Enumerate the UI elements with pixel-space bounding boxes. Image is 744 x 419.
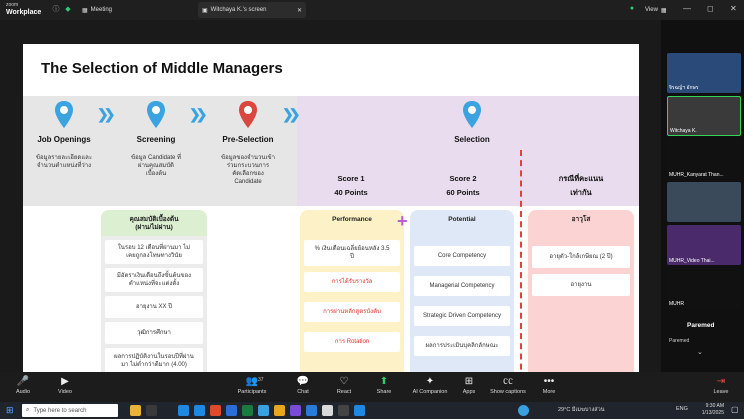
chat-label: Chat (297, 389, 309, 395)
qual-item: อายุงาน XX ปี (105, 296, 203, 318)
teams-icon[interactable] (290, 405, 301, 416)
chat-icon: 💬 (296, 376, 310, 387)
stage-job-openings-desc: ข้อมูลรายละเอียดและ จำนวนตำแหน่งที่ว่าง (35, 155, 93, 169)
video-label: Video (58, 389, 72, 395)
location-pin-icon (54, 100, 74, 130)
tie-item: อายุงาน (532, 274, 630, 296)
heart-icon: ♡ (339, 376, 349, 387)
react-label: React (336, 389, 352, 395)
chevron-right-icon: ❯❯ (97, 106, 111, 122)
chevron-right-icon: ❯❯ (282, 106, 296, 122)
chevron-down-icon[interactable]: ⌄ (697, 349, 703, 356)
score1-label: Score 1 40 Points (334, 174, 368, 197)
captions-icon: ㏄ (503, 376, 513, 387)
app-icon[interactable] (338, 405, 349, 416)
apps-button[interactable] (452, 375, 486, 395)
weather-text: 29°C มีเมฆบางส่วน (558, 407, 605, 413)
perf-item: การได้รับรางวัล (304, 272, 400, 292)
pot-item: Strategic Driven Competency (414, 306, 510, 326)
participant-tile[interactable] (667, 53, 741, 93)
tie-header: อาวุโส (571, 216, 591, 223)
participant-tile[interactable] (667, 182, 741, 222)
stage-screening: Screening (136, 135, 176, 144)
chat-button[interactable] (285, 375, 321, 395)
qual-item: วุฒิการศึกษา (105, 322, 203, 344)
taskbar-search[interactable] (22, 404, 118, 417)
participants-label: Participants (237, 389, 267, 395)
presentation-slide (23, 44, 639, 390)
stage-job-openings: Job Openings (37, 135, 91, 144)
qualification-header: คุณสมบัติเบื้องต้น (ผ่าน/ไม่ผ่าน) (101, 210, 207, 236)
score2-label: Score 2 60 Points (446, 174, 480, 197)
close-window-icon[interactable]: ✕ (730, 4, 737, 13)
plus-icon: + (397, 211, 408, 231)
participant-tile[interactable] (667, 225, 741, 265)
perf-item: % เงินเดือนเฉลี่ยย้อนหลัง 3.5 ปี (304, 240, 400, 266)
audio-label: Audio (15, 389, 31, 395)
share-label: Share (376, 389, 392, 395)
windows-taskbar (0, 402, 744, 419)
tab-meeting[interactable] (82, 2, 112, 18)
slide-title: The Selection of Middle Managers (41, 60, 283, 77)
qual-item: มีอัตราเงินเดือนถึงขั้นต้นของ ตำแหน่งที่จะแต่งตั้ง (105, 268, 203, 292)
qual-item: ในรอบ 12 เดือนที่ผ่านมา ไม่ เคยถูกลงโทษทางวินัย (105, 240, 203, 264)
microphone-icon: 🎤 (16, 376, 30, 387)
zoom-logo (6, 2, 41, 16)
task-view-icon[interactable] (146, 405, 157, 416)
performance-header: Performance (332, 216, 372, 223)
pot-item: ผลการประเมินบุคลิกลักษณะ (414, 336, 510, 356)
word-icon[interactable] (226, 405, 237, 416)
participant-name: MUHR (669, 301, 684, 307)
leave-icon: ⇥ (716, 376, 726, 387)
video-button[interactable] (48, 375, 82, 395)
apps-icon: ⊞ (464, 376, 474, 387)
logo-line2: Workplace (6, 9, 42, 16)
app-icon[interactable] (354, 405, 365, 416)
tie-break-panel (528, 210, 634, 388)
participant-tile[interactable] (667, 139, 741, 179)
participant-name: จิรฉญ์ฯ อักษร (669, 85, 699, 91)
zoom-title-bar (0, 0, 744, 20)
view-button[interactable] (645, 2, 667, 18)
location-pin-icon (146, 100, 166, 130)
stage-pre-selection: Pre-Selection (222, 135, 274, 144)
share-button[interactable] (366, 375, 402, 395)
participant-tile-speaking[interactable] (667, 96, 741, 136)
audio-button[interactable] (6, 375, 40, 395)
close-tab-icon[interactable]: ✕ (296, 7, 302, 14)
info-icon[interactable]: ⓘ (52, 6, 60, 13)
location-pin-icon (462, 100, 482, 130)
powerpoint-icon[interactable] (210, 405, 221, 416)
app-icon[interactable] (194, 405, 205, 416)
chrome-icon[interactable] (274, 405, 285, 416)
tab-meeting-label: Meeting (90, 7, 113, 13)
perf-item: การผ่านหลักสูตรบังคับ (304, 302, 400, 322)
clock[interactable] (698, 403, 724, 417)
grid-icon: ▦ (82, 7, 88, 14)
performance-panel (300, 210, 404, 388)
notification-icon[interactable]: ▢ (731, 405, 739, 414)
shield-icon[interactable]: ◆ (65, 6, 71, 13)
location-pin-icon (238, 100, 258, 130)
paremed-sub: Paremed (669, 338, 690, 344)
file-explorer-icon[interactable] (130, 405, 141, 416)
paremed-label: Paremed (687, 322, 715, 329)
captions-label: Show captions (490, 389, 526, 395)
edge-icon[interactable] (178, 405, 189, 416)
people-icon: 👥 (245, 376, 259, 387)
excel-icon[interactable] (242, 405, 253, 416)
view-label: View (645, 7, 658, 13)
tab-screen[interactable] (198, 2, 306, 18)
outlook-icon[interactable] (306, 405, 317, 416)
logo-line1: zoom (6, 2, 19, 8)
qualification-panel (101, 210, 207, 388)
tie-item: อายุตัว-ใกล้เกษียณ (2 ปี) (532, 246, 630, 268)
participant-name: Witchaya K. (670, 128, 697, 134)
maximize-icon[interactable]: ◻ (707, 4, 714, 13)
meeting-toolbar (0, 372, 744, 402)
participant-tile[interactable] (667, 268, 741, 308)
tie-case-label: กรณีที่คะแนน เท่ากัน (558, 174, 604, 197)
share-arrow-icon: ⬆ (379, 376, 389, 387)
ai-companion-button[interactable] (408, 375, 452, 395)
participants-count: 37 (258, 377, 264, 383)
minimize-icon[interactable]: — (683, 4, 691, 13)
more-label: More (542, 389, 556, 395)
view-grid-icon: ▦ (660, 7, 667, 14)
divider-dashed-line (520, 150, 522, 390)
clock-date: 1/13/2025 (701, 410, 724, 416)
windows-start-icon[interactable]: ⊞ (6, 405, 14, 415)
camera-off-icon: ▶ (61, 376, 69, 387)
perf-item: การ Rotation (304, 332, 400, 352)
participant-name: MUHR_Video Thai... (669, 258, 715, 264)
tab-screen-label: Witchaya K.'s screen (210, 7, 267, 13)
search-icon: ⌕ (26, 407, 30, 413)
pot-item: Managerial Competency (414, 276, 510, 296)
app-icon[interactable] (322, 405, 333, 416)
more-icon: ••• (543, 376, 555, 387)
zoom-running-icon[interactable] (518, 405, 529, 416)
pot-item: Core Competency (414, 246, 510, 266)
sparkle-icon: ✦ (425, 376, 435, 387)
ai-label: AI Companion (412, 389, 448, 395)
more-button[interactable] (532, 375, 566, 395)
shared-screen-area (0, 20, 661, 372)
qual-item: ผลการปฏิบัติงานในรอบปีที่ผ่าน มา ไม่ต่ำกว่าดีมาก (4.00) (105, 348, 203, 374)
captions-button[interactable] (486, 375, 530, 395)
apps-label: Apps (462, 389, 476, 395)
clock-time: 9:30 AM (705, 403, 724, 409)
participant-name: MUHR_Kanyarat Than... (669, 172, 724, 178)
potential-panel (410, 210, 514, 388)
potential-header: Potential (448, 216, 476, 223)
stage-screening-desc: ข้อมูล Candidate ที่ ผ่านคุณสมบัติ เบื้องต้น (131, 155, 181, 177)
chevron-right-icon: ❯❯ (189, 106, 203, 122)
security-shield-icon: ● (629, 5, 635, 12)
leave-label: Leave (713, 389, 729, 395)
react-button[interactable] (326, 375, 362, 395)
participant-gallery (661, 20, 744, 372)
stage-pre-selection-desc: ข้อมูลของจำนวนเข้า ร่วมกระบวนการ คัดเลือกของ Candidate (221, 155, 275, 185)
language-indicator[interactable]: ENG (676, 406, 688, 412)
leave-button[interactable] (704, 375, 738, 395)
participants-button[interactable] (232, 375, 272, 395)
search-placeholder: Type here to search (33, 407, 87, 414)
stage-selection: Selection (454, 135, 490, 144)
zoom-taskbar-icon[interactable] (258, 405, 269, 416)
screen-icon: ▣ (202, 7, 208, 14)
